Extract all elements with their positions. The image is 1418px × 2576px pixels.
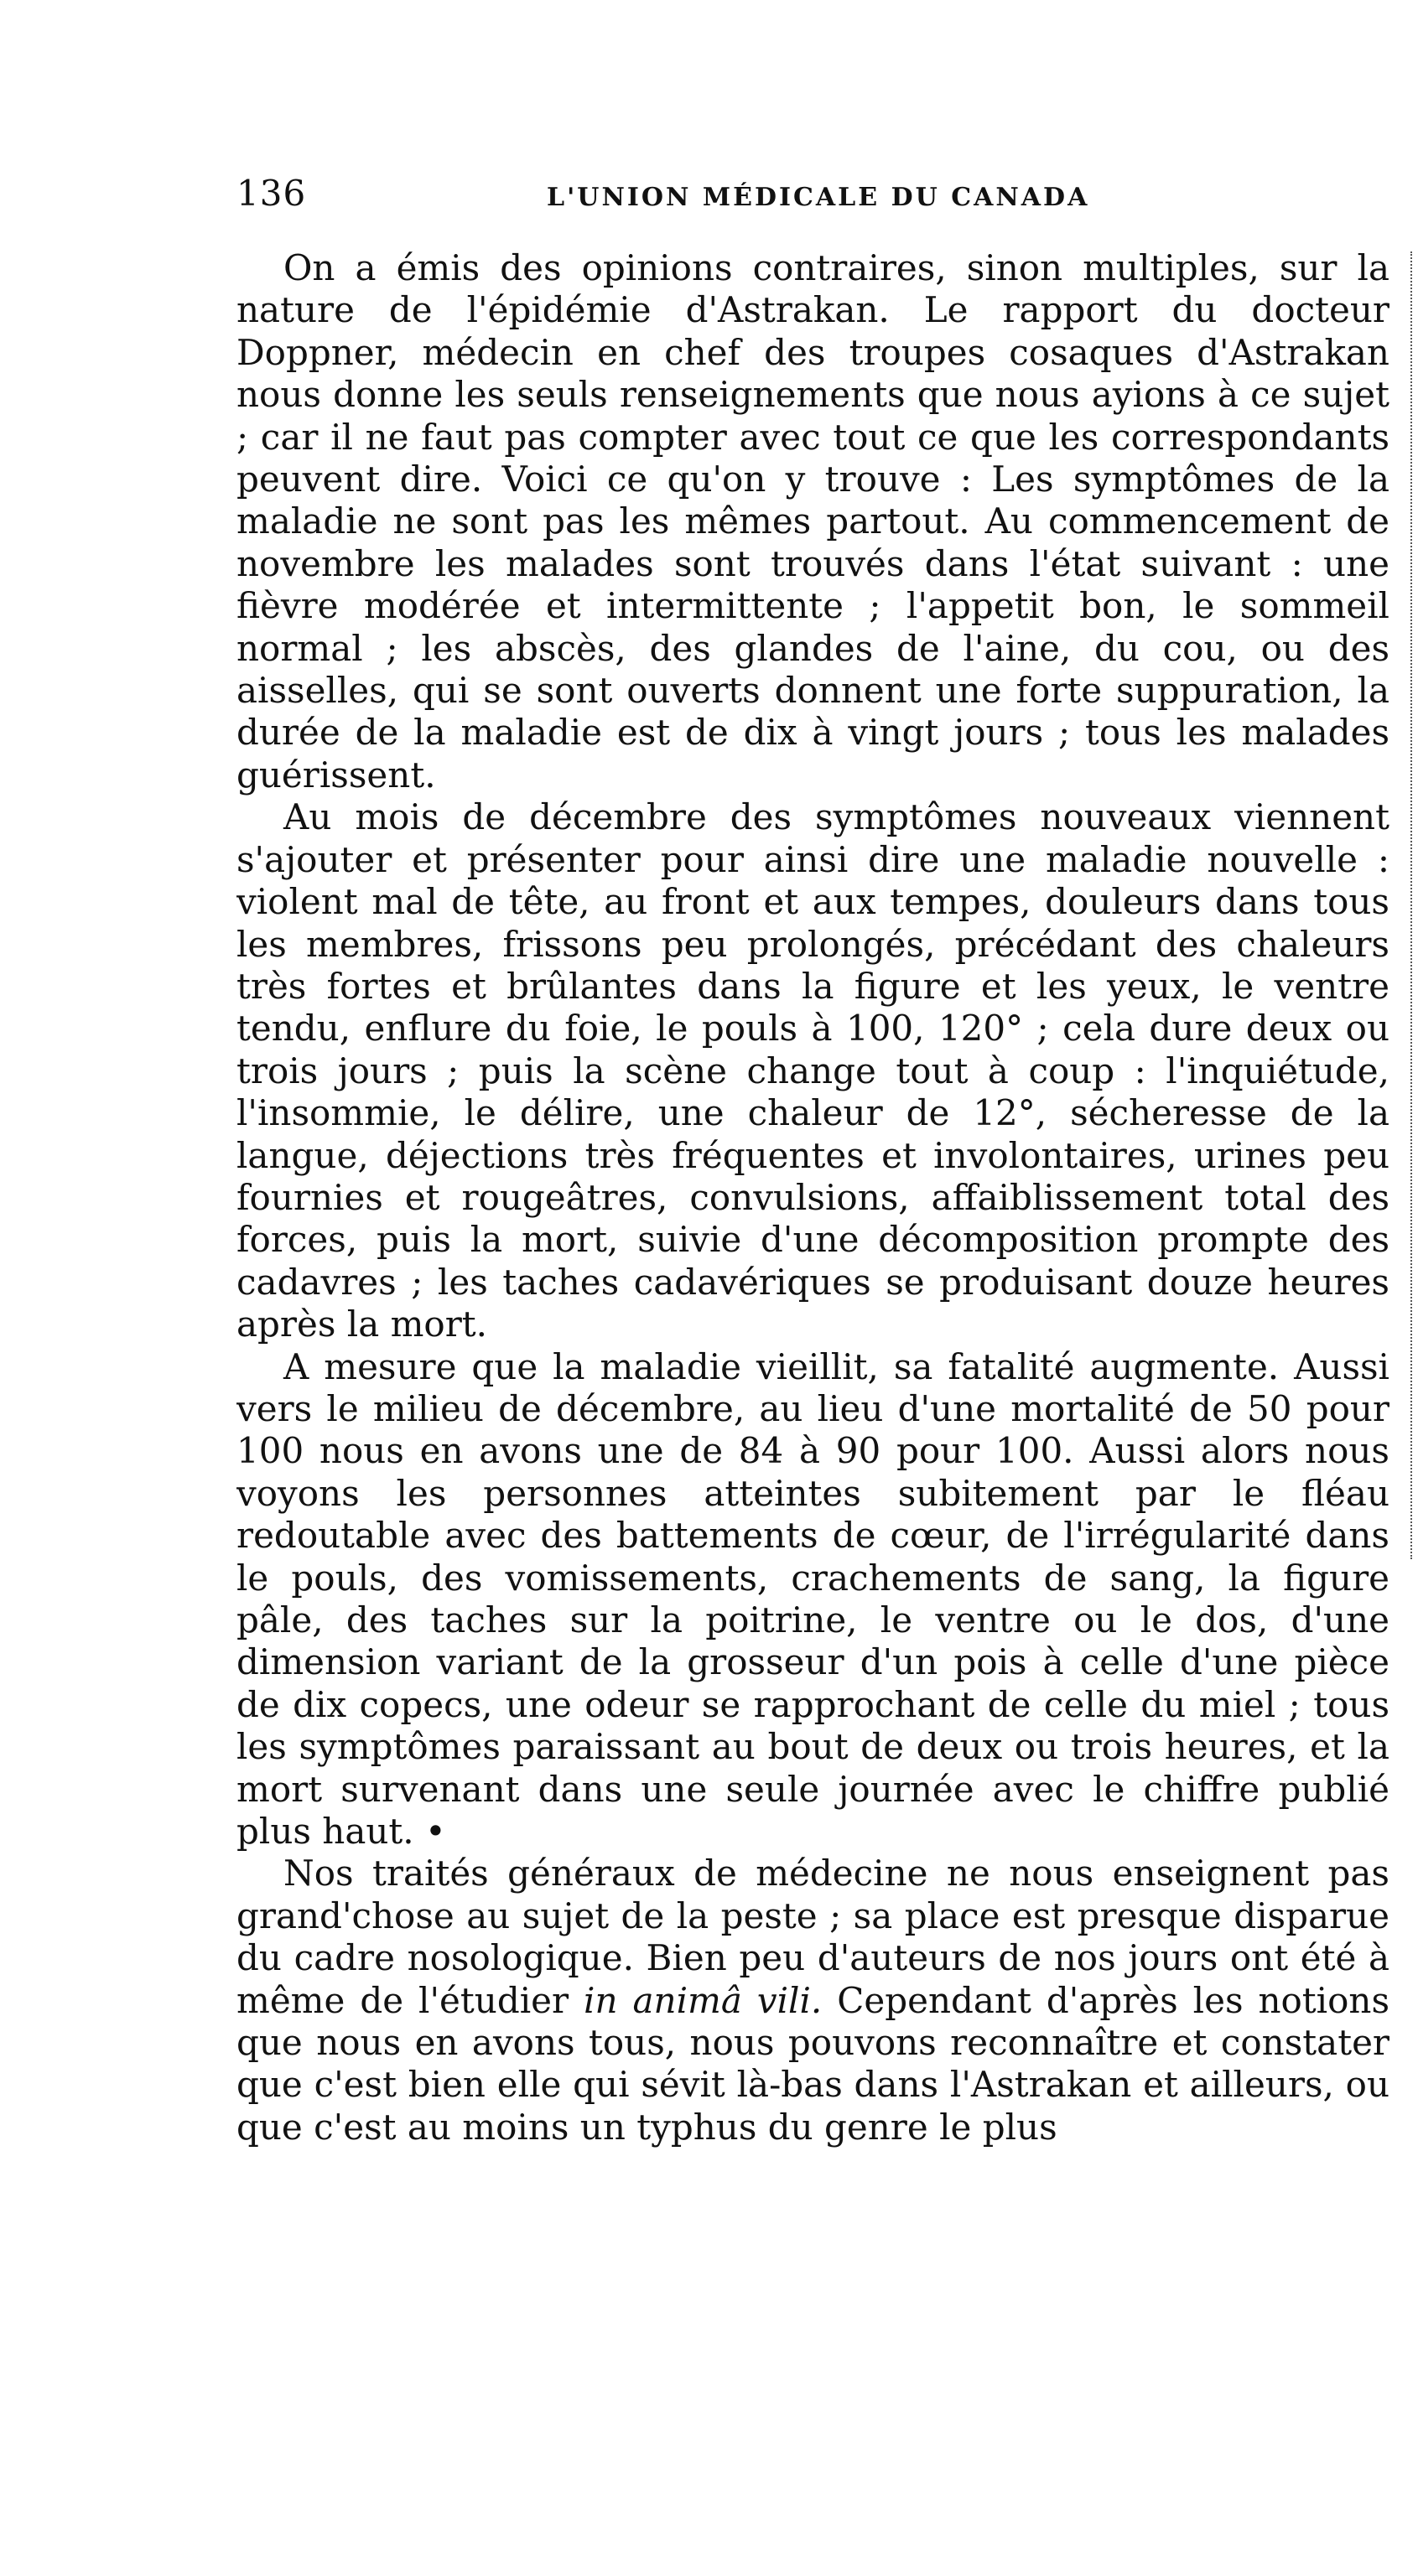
paragraph-text: Nos traités généraux de médecine ne nous enseignent pas grand'chose au sujet de la peste ; sa place est presque disparue du cadre nosologique. Bien peu d'auteurs de nos jours ont été à même de l'étudier — [236, 1853, 1389, 2021]
paragraph-text: Cependant d'après les notions que nous en avons tous, nous pouvons reconnaître et constater que c'est bien elle qui sévit là-bas dans l'Astrakan et ailleurs, ou que c'est au moins un typhus du genre le plus — [236, 1979, 1389, 2148]
page-number: 136 — [236, 173, 307, 214]
paragraph — [236, 1853, 1389, 2148]
latin-phrase: in animâ vili. — [584, 1979, 823, 2021]
paragraph: Au mois de décembre des symptômes nouveaux viennent s'ajouter et présenter pour ainsi dire une maladie nouvelle : violent mal de tête, au front et aux tempes, douleurs dans tous les membres, frissons peu prolongés, précédant des chaleurs très fortes et brûlantes dans la figure et les yeux, le ventre tendu, enflure du foie, le pouls à 100, 120° ; cela dure deux ou trois jours ; puis la scène change tout à coup : l'inquiétude, l'insommie, le délire, une chaleur de 12°, sécheresse de la langue, déjections très fréquentes et involontaires, urines peu fournies et rougeâtres, convulsions, affaiblissement total des forces, puis la mort, suivie d'une décomposition prompte des cadavres ; les taches cadavériques se produisant douze heures après la mort. — [236, 796, 1389, 1345]
running-header — [236, 173, 1159, 223]
paragraph: On a émis des opinions contraires, sinon multiples, sur la nature de l'épidémie d'Astrakan. Le rapport du docteur Doppner, médecin en chef des troupes cosaques d'Astrakan nous donne les seuls renseignements que nous ayions à ce sujet ; car il ne faut pas compter avec tout ce que les correspondants peuvent dire. Voici ce qu'on y trouve : Les symptômes de la maladie ne sont pas les mêmes partout. Au commencement de novembre les malades sont trouvés dans l'état suivant : une fièvre modérée et intermittente ; l'appetit bon, le sommeil normal ; les abscès, des glandes de l'aine, du cou, ou des aisselles, qui se sont ouverts donnent une forte suppuration, la durée de la maladie est de dix à vingt jours ; tous les malades guérissent. — [236, 247, 1389, 796]
article-body — [236, 247, 1389, 2148]
right-margin-edge — [1410, 251, 1414, 1559]
journal-title: L'UNION MÉDICALE DU CANADA — [547, 183, 1090, 212]
paragraph: A mesure que la maladie vieillit, sa fatalité augmente. Aussi vers le milieu de décembre, au lieu d'une mortalité de 50 pour 100 nous en avons une de 84 à 90 pour 100. Aussi alors nous voyons les personnes atteintes subitement par le fléau redoutable avec des battements de cœur, de l'irrégularité dans le pouls, des vomissements, crachements de sang, la figure pâle, des taches sur la poitrine, le ventre ou le dos, d'une dimension variant de la grosseur d'un pois à celle d'une pièce de dix copecs, une odeur se rapprochant de celle du miel ; tous les symptômes paraissant au bout de deux ou trois heures, et la mort survenant dans une seule journée avec le chiffre publié plus haut. • — [236, 1345, 1389, 1853]
